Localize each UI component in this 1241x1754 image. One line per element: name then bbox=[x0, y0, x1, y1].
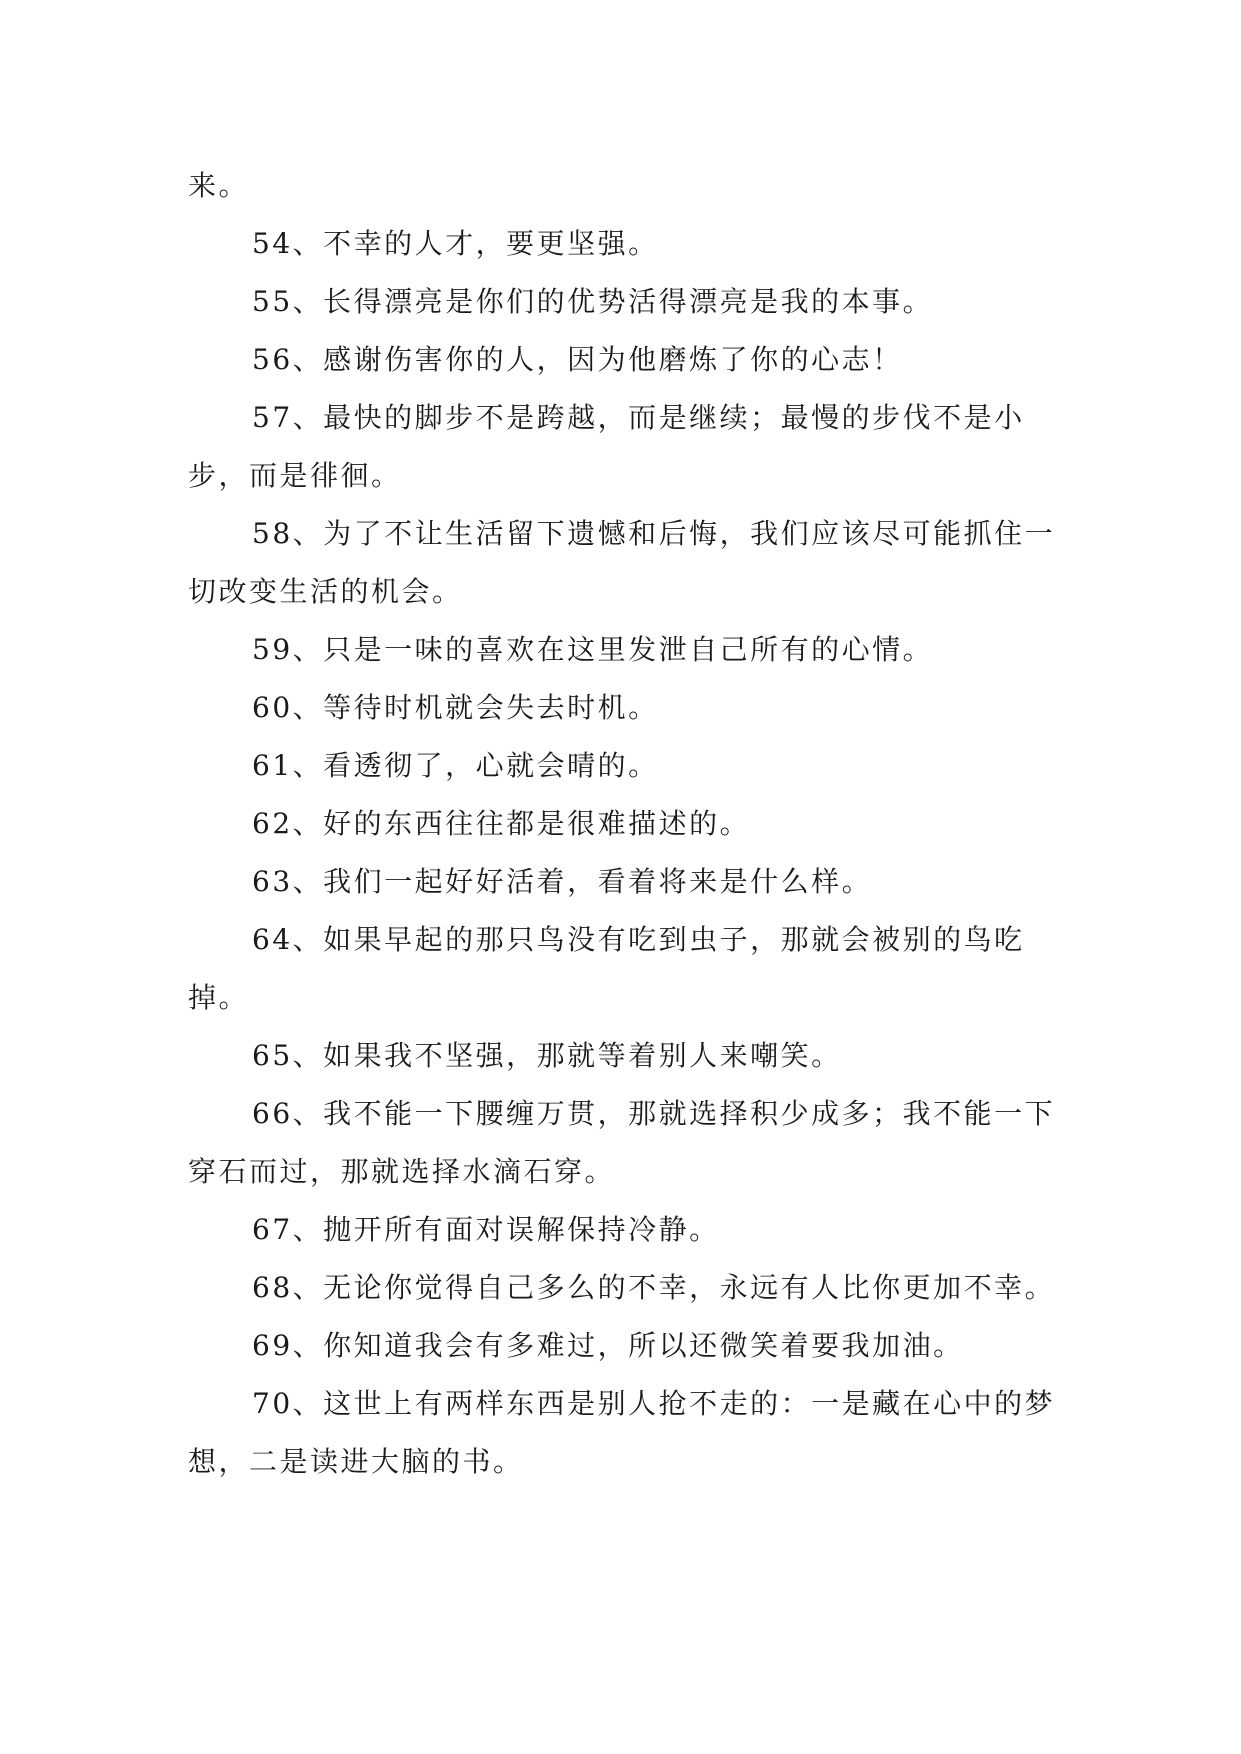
paragraph-item-56: 56、感谢伤害你的人，因为他磨炼了你的心志！ bbox=[252, 343, 903, 376]
paragraph-item-68: 68、无论你觉得自己多么的不幸，永远有人比你更加不幸。 bbox=[252, 1271, 1056, 1304]
paragraph-item-67: 67、抛开所有面对误解保持冷静。 bbox=[252, 1213, 720, 1246]
paragraph-item-65: 65、如果我不坚强，那就等着别人来嘲笑。 bbox=[252, 1039, 842, 1072]
paragraph-item-63: 63、我们一起好好活着，看着将来是什么样。 bbox=[252, 865, 873, 898]
paragraph-continuation: 来。 bbox=[188, 169, 250, 202]
paragraph-item-64: 64、如果早起的那只鸟没有吃到虫子，那就会被别的鸟吃掉。 bbox=[188, 923, 1025, 1014]
paragraph-item-69: 69、你知道我会有多难过，所以还微笑着要我加油。 bbox=[252, 1329, 964, 1362]
paragraph-item-70: 70、这世上有两样东西是别人抢不走的：一是藏在心中的梦想，二是读进大脑的书。 bbox=[188, 1387, 1056, 1478]
paragraph-item-62: 62、好的东西往往都是很难描述的。 bbox=[252, 807, 751, 840]
paragraph-item-60: 60、等待时机就会失去时机。 bbox=[252, 691, 659, 724]
paragraph-item-59: 59、只是一味的喜欢在这里发泄自己所有的心情。 bbox=[252, 633, 934, 666]
paragraph-item-57: 57、最快的脚步不是跨越，而是继续；最慢的步伐不是小步，而是徘徊。 bbox=[188, 401, 1025, 492]
paragraph-item-61: 61、看透彻了，心就会晴的。 bbox=[252, 749, 659, 782]
paragraph-item-55: 55、长得漂亮是你们的优势活得漂亮是我的本事。 bbox=[252, 285, 934, 318]
paragraph-item-58: 58、为了不让生活留下遗憾和后悔，我们应该尽可能抓住一切改变生活的机会。 bbox=[188, 517, 1056, 608]
paragraph-item-54: 54、不幸的人才，要更坚强。 bbox=[252, 227, 659, 260]
paragraph-item-66: 66、我不能一下腰缠万贯，那就选择积少成多；我不能一下穿石而过，那就选择水滴石穿。 bbox=[188, 1097, 1056, 1188]
document-body bbox=[188, 157, 1058, 1491]
